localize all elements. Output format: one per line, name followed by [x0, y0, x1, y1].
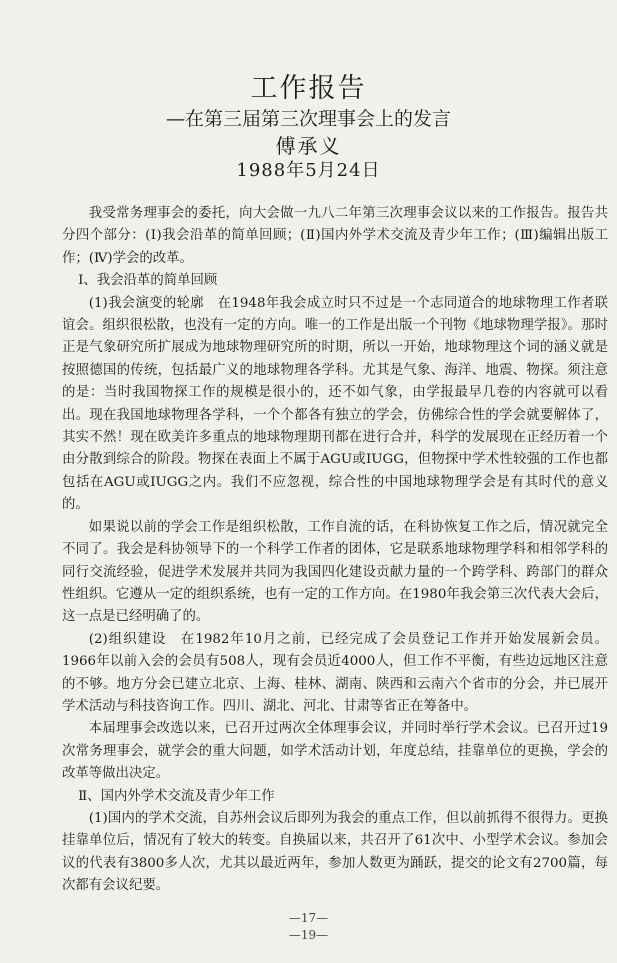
page-number: —19—: [288, 928, 329, 942]
document-title: 工作报告: [250, 73, 367, 104]
speech-date: 1988年5月24日: [236, 160, 381, 181]
section-heading-1: Ⅰ、我会沿革的简单回顾: [78, 273, 218, 289]
document-subtitle: —在第三届第三次理事会上的发言: [165, 108, 451, 130]
body-paragraph: (1)国内的学术交流，自苏州会议后即列为我会的重点工作，但以前抓得不很得力。更换挂靠单位后，情况有了较大的转变。自换届以来，共召开了61次中、小型学术会议。参加会议的代表有3800多人次，尤其以最近两年，参加人数更为踊跃，提交的论文有2700篇，每次都有会议纪要。: [62, 810, 608, 894]
body-paragraph: 如果说以前的学会工作是组织松散，工作自流的话，在科协恢复工作之后，情况就完全不同了。我会是科协领导下的一个科学工作者的团体，它是联系地球物理学科和相邻学科的同行交流经验，促进学术发展并共同为我国四化建设贡献力量的一个跨学科、跨部门的群众性组织。它遵从一定的组织系统，也有一定的工作方向。在1980年我会第三次代表大会后，这一点是已经明确了的。: [62, 519, 608, 625]
author-name: 傅承义: [275, 134, 342, 158]
body-paragraph: (2)组织建设 在1982年10月之前，已经完成了会员登记工作并开始发展新会员。1966年以前入会的会员有508人，现有会员近4000人，但工作不平衡，有些边远地区注意的不够。地方分会已建立北京、上海、桂林、湖南、陕西和云南六个省市的分会，并已展开学术活动与科技咨询工作。四川、湖北、河北、甘肃等省正在筹备中。: [62, 631, 608, 714]
section-heading-2: Ⅱ、国内外学术交流及青少年工作: [78, 788, 275, 804]
document-body: [62, 203, 608, 898]
intro-paragraph: 我受常务理事会的委托，向大会做一九八二年第三次理事会议以来的工作报告。报告共分四个部分：(Ⅰ)我会沿革的简单回顾；(Ⅱ)国内外学术交流及青少年工作；(Ⅲ)编辑出版工作；(Ⅳ)学会的改革。: [62, 206, 608, 266]
page-number-original: —17—: [288, 911, 329, 925]
body-paragraph: 本届理事会改选以来，已召开过两次全体理事会议，并同时举行学术会议。已召开过19次常务理事会，就学会的重大问题，如学术活动计划，年度总结，挂靠单位的更换，学会的改革等做出决定。: [62, 721, 608, 782]
body-paragraph: (1)我会演变的轮廓 在1948年我会成立时只不过是一个志同道合的地球物理工作者联谊会。组织很松散，也没有一定的方向。唯一的工作是出版一个刊物《地球物理学报》。那时正是气象研究所扩展成为地球物理研究所的时期，所以一开始，地球物理这个词的涵义就是按照德国的传统，包括最广义的地球物理各学科。尤其是气象、海洋、地震、物探。须注意的是：当时我国物探工作的规模是很小的，还不如气象，由学报最早几卷的内容就可以看出。现在我国地球物理各学科，一个个都各有独立的学会，仿佛综合性的学会就要解体了，其实不然！现在欧美许多重点的地球物理期刊都在进行合并，科学的发展现在正经历着一个由分散到综合的阶段。物探在表面上不属于AGU或IUGG，但物探中学术性较强的工作也都包括在AGU或IUGG之内。我们不应忽视，综合性的中国地球物理学会是有其时代的意义的。: [62, 295, 608, 513]
